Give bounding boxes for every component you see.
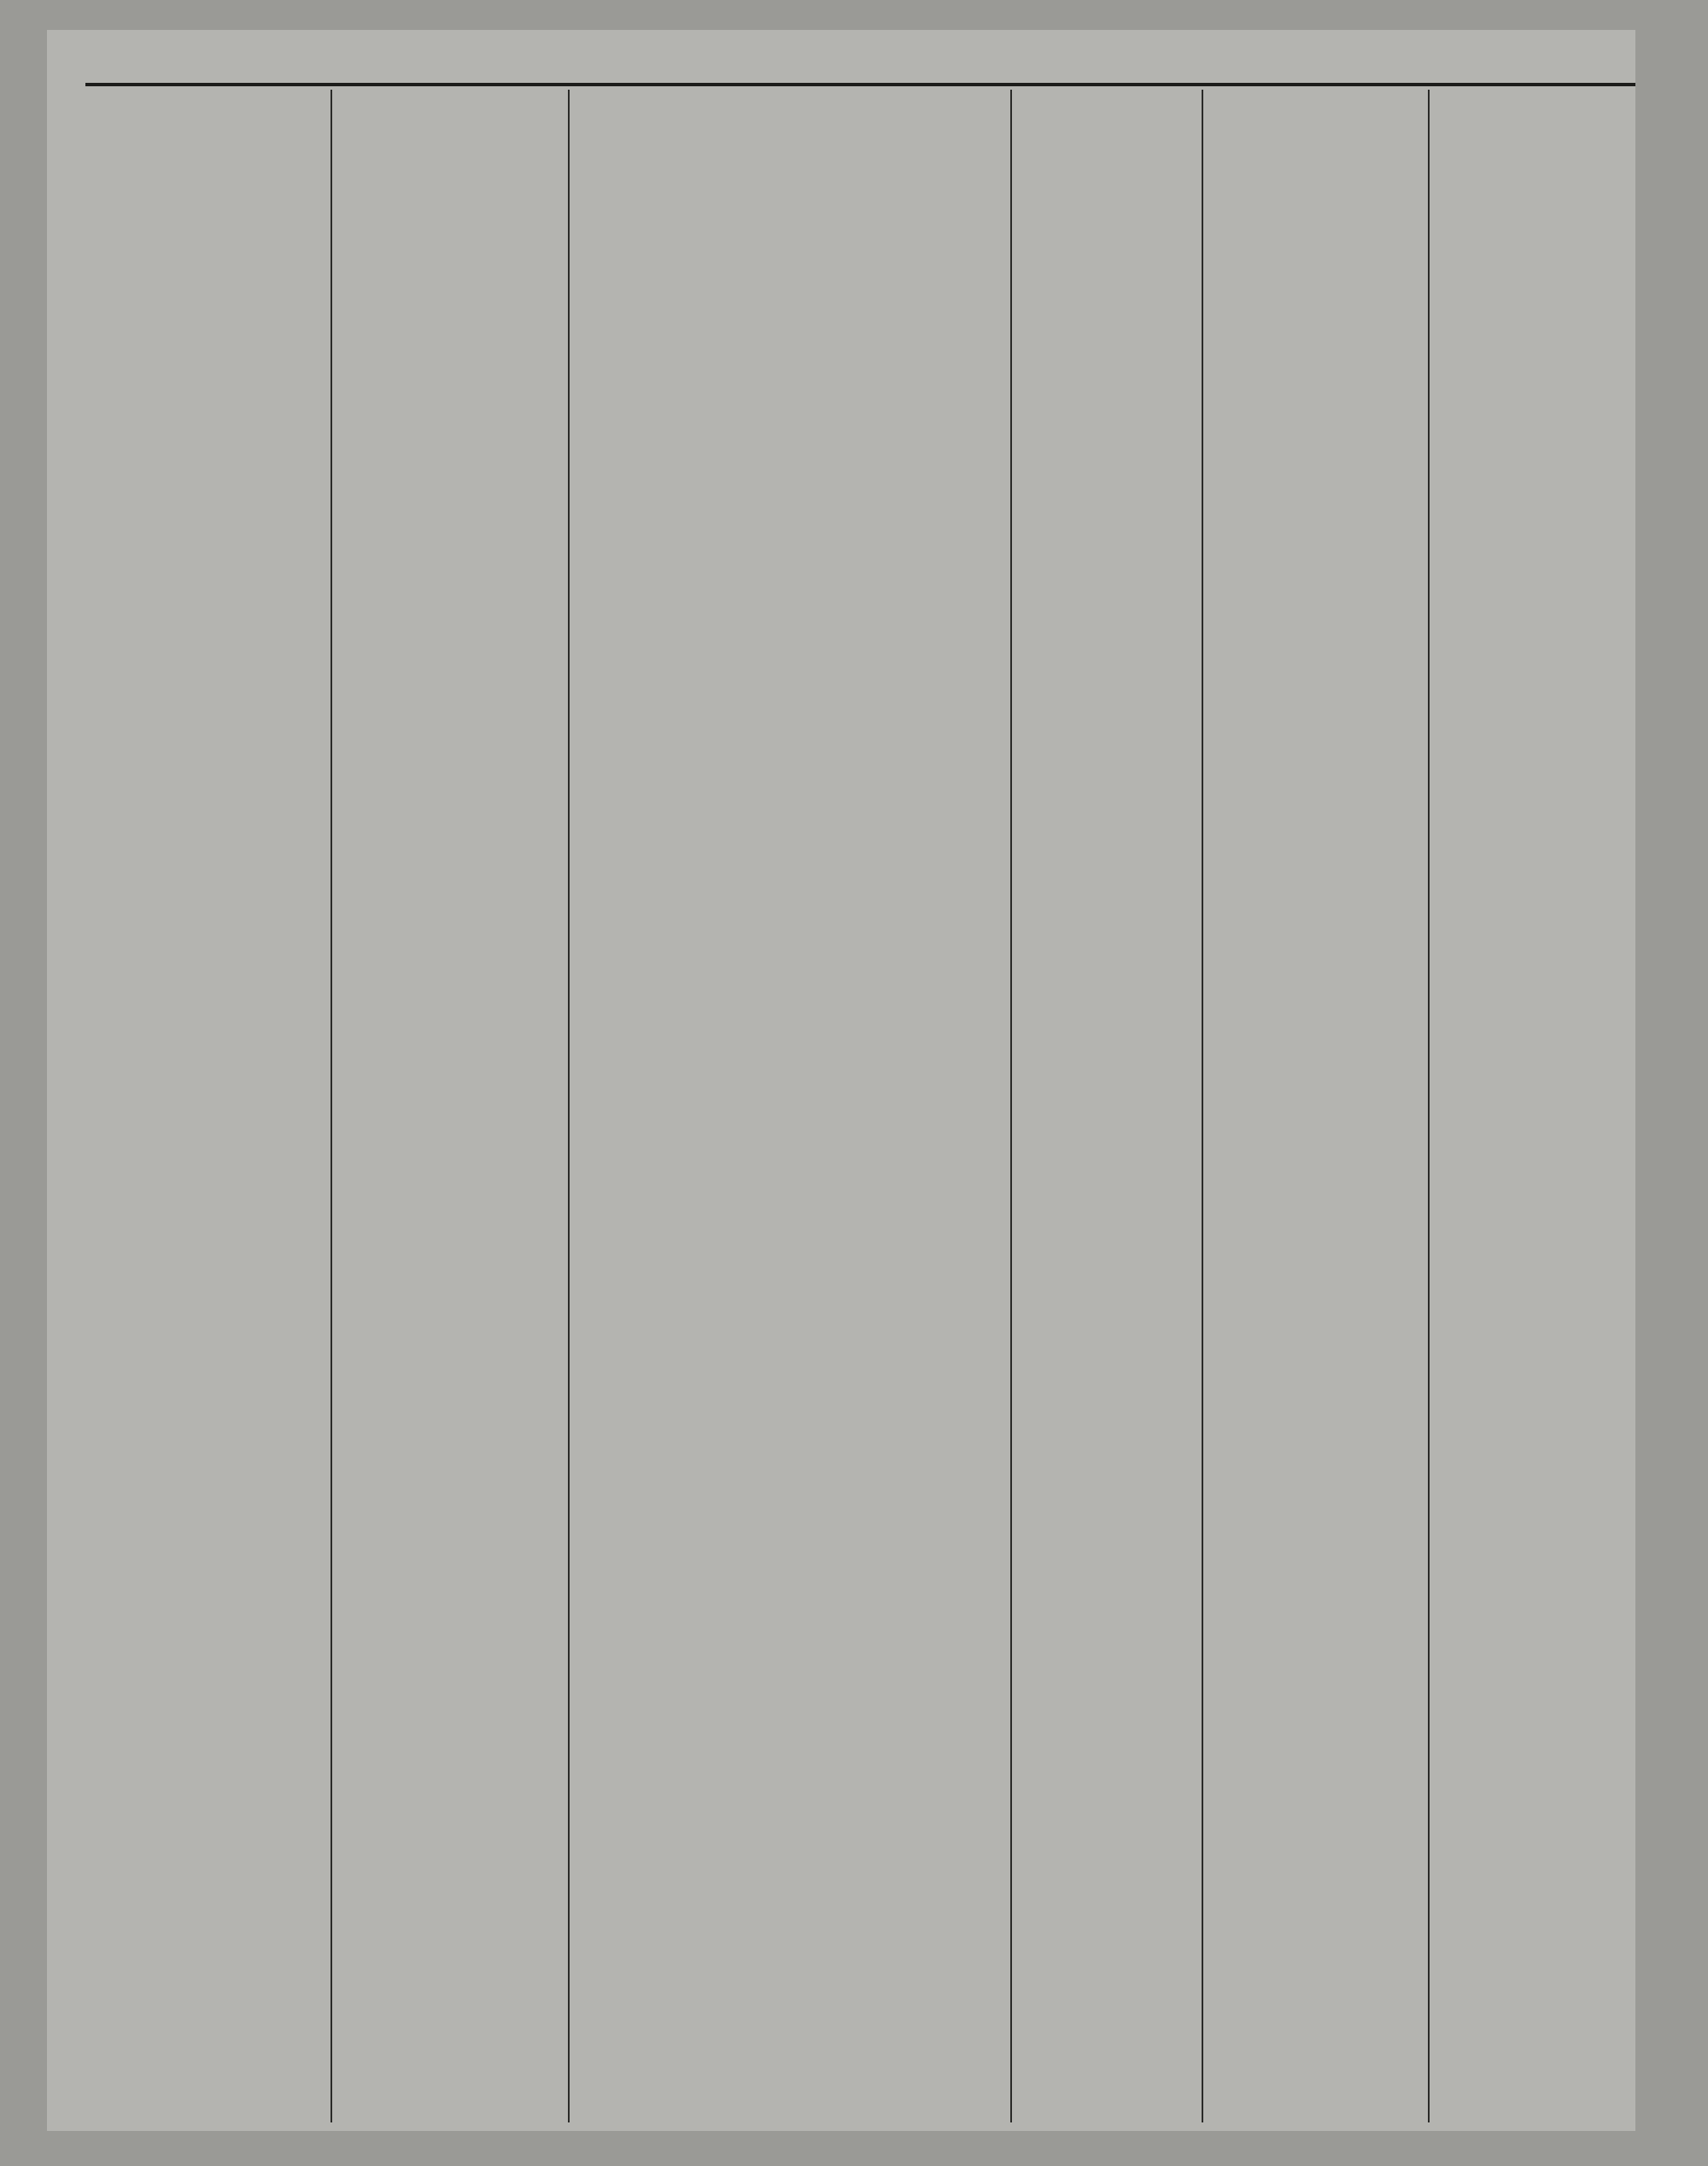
header-rule: [85, 83, 1635, 86]
column-divider: [1202, 90, 1203, 2122]
column-divider: [568, 90, 570, 2122]
directory-column-6: [1433, 91, 1634, 2124]
column-divider: [1428, 90, 1430, 2122]
directory-column-4: [969, 91, 1200, 2124]
directory-column-2: [337, 91, 564, 2124]
directory-page: [47, 30, 1635, 2131]
directory-column-1: [71, 91, 327, 2124]
column-divider: [330, 90, 332, 2122]
directory-column-5: [1207, 91, 1424, 2124]
directory-column-3: [575, 91, 744, 2124]
